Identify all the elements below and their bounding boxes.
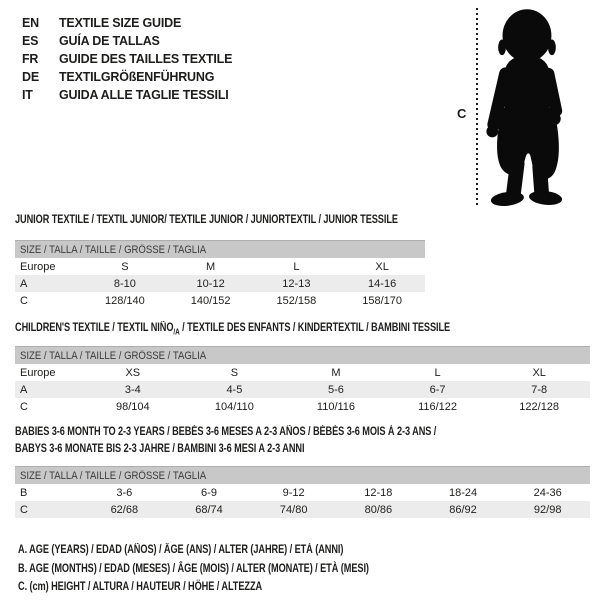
footnote-c: C. (cm) HEIGHT / ALTURA / HAUTEUR / HÖHE / ALTEZZA: [18, 581, 263, 593]
table-cell: 18-24: [448, 486, 478, 499]
junior-size-table: [15, 240, 425, 309]
children-title-subscript: /A: [173, 327, 180, 337]
table-row: [15, 275, 425, 292]
table-cell: 140/152: [190, 294, 231, 307]
table-row: [15, 364, 590, 381]
babies-title-line1: BABIES 3-6 MONTH TO 2-3 YEARS / BEBÉS 3-6 MESES A 2-3 AÑOS / BÉBÉS 3-6 MOIS À 2-3 ANS /: [15, 426, 437, 438]
table-cell: 8-10: [113, 277, 136, 290]
table-cell: 4-5: [226, 383, 243, 396]
language-label: GUIDA ALLE TAGLIE TESSILI: [59, 88, 229, 102]
footnote-b: B. AGE (MONTHS) / EDAD (MESES) / ÂGE (MOIS) / ALTER (MONATE) / ETÀ (MESI): [18, 562, 369, 575]
table-cell: 152/158: [276, 294, 317, 307]
table-cell: 12-13: [282, 277, 311, 290]
row-label: C: [20, 400, 28, 413]
language-label: TEXTILGRÖßENFÜHRUNG: [59, 70, 215, 84]
language-row-de: [22, 68, 232, 86]
table-cell: XL: [375, 260, 389, 273]
table-cell: M: [331, 366, 341, 379]
language-row-fr: [22, 50, 232, 68]
table-row: [15, 398, 590, 415]
row-label: A: [20, 277, 28, 290]
table-cell: 62/68: [110, 503, 139, 516]
table-cell: XS: [125, 366, 141, 379]
size-header-label: SIZE / TALLA / TAILLE / GRÖSSE / TAGLIA: [20, 469, 207, 482]
junior-table-title: JUNIOR TEXTILE / TEXTIL JUNIOR/ TEXTILE JUNIOR / JUNIORTEXTIL / JUNIOR TESSILE: [15, 214, 398, 226]
footnotes: [18, 541, 369, 597]
table-row: [15, 501, 590, 518]
table-cell: 7-8: [531, 383, 548, 396]
height-measure-line: [476, 8, 478, 206]
table-row: [15, 484, 590, 501]
language-list: [22, 14, 232, 104]
table-cell: S: [230, 366, 239, 379]
row-label: Europe: [20, 366, 56, 379]
table-cell: L: [293, 260, 300, 273]
children-title-text: CHILDREN'S TEXTILE / TEXTIL NIÑO: [15, 322, 174, 334]
table-cell: XL: [532, 366, 546, 379]
table-cell: 86/92: [449, 503, 477, 516]
table-cell: 68/74: [195, 503, 223, 516]
size-header-bar: [15, 346, 590, 364]
language-row-it: [22, 86, 232, 104]
language-code: ES: [22, 34, 39, 48]
babies-table-title: [15, 424, 436, 458]
row-label: A: [20, 383, 28, 396]
table-cell: 128/140: [104, 294, 145, 307]
table-cell: 6-9: [201, 486, 217, 499]
size-header-bar: [15, 466, 590, 484]
row-label: B: [20, 486, 28, 499]
language-label: GUIDE DES TAILLES TEXTILE: [59, 52, 233, 66]
table-cell: 3-6: [116, 486, 133, 499]
table-cell: 14-16: [368, 277, 397, 290]
children-table-title: [15, 320, 450, 340]
language-row-es: [22, 32, 232, 50]
row-label: C: [20, 503, 28, 516]
table-cell: 116/122: [418, 400, 458, 413]
children-table-rows: [15, 364, 590, 415]
language-code: IT: [22, 88, 33, 102]
table-cell: 98/104: [115, 400, 150, 413]
babies-title-line2: BABYS 3-6 MONATE BIS 2-3 JAHRE / BAMBINI 3-6 MESI A 2-3 ANNI: [15, 443, 305, 455]
row-label: Europe: [20, 260, 56, 273]
baby-silhouette-image: [482, 6, 570, 208]
children-size-table: [15, 346, 590, 415]
table-cell: 110/116: [316, 400, 356, 413]
table-cell: L: [434, 366, 441, 379]
language-code: DE: [22, 70, 39, 84]
table-cell: 9-12: [282, 486, 305, 499]
table-cell: 6-7: [429, 383, 446, 396]
size-header-label: SIZE / TALLA / TAILLE / GRÖSSE / TAGLIA: [20, 243, 207, 256]
table-cell: 80/86: [364, 503, 393, 516]
table-cell: 92/98: [533, 503, 562, 516]
babies-size-table: [15, 466, 590, 518]
table-cell: 104/110: [214, 400, 254, 413]
table-cell: M: [206, 260, 216, 273]
size-header-label: SIZE / TALLA / TAILLE / GRÖSSE / TAGLIA: [20, 349, 207, 362]
table-cell: 3-4: [124, 383, 141, 396]
table-cell: 122/128: [519, 400, 560, 413]
language-row-en: [22, 14, 232, 32]
table-row: [15, 258, 425, 275]
table-row: [15, 292, 425, 309]
table-cell: 74/80: [279, 503, 308, 516]
table-cell: 10-12: [196, 277, 225, 290]
table-row: [15, 381, 590, 398]
table-cell: S: [121, 260, 129, 273]
row-label: C: [20, 294, 28, 307]
language-code: EN: [22, 16, 39, 30]
babies-table-rows: [15, 484, 590, 518]
table-cell: 158/170: [362, 294, 402, 307]
table-cell: 24-36: [533, 486, 562, 499]
table-cell: 5-6: [328, 383, 344, 396]
table-cell: 12-18: [364, 486, 393, 499]
language-code: FR: [22, 52, 39, 66]
size-header-bar: [15, 240, 425, 258]
children-title-text: / TEXTILE DES ENFANTS / KINDERTEXTIL / BAMBINI TESSILE: [179, 322, 451, 334]
height-label: C: [457, 106, 467, 121]
junior-table-rows: [15, 258, 425, 309]
footnote-a: A. AGE (YEARS) / EDAD (AÑOS) / ÂGE (ANS) / ALTER (JAHRE) / ETÀ (ANNI): [18, 544, 344, 556]
language-label: GUÍA DE TALLAS: [59, 34, 160, 48]
language-label: TEXTILE SIZE GUIDE: [59, 16, 182, 30]
